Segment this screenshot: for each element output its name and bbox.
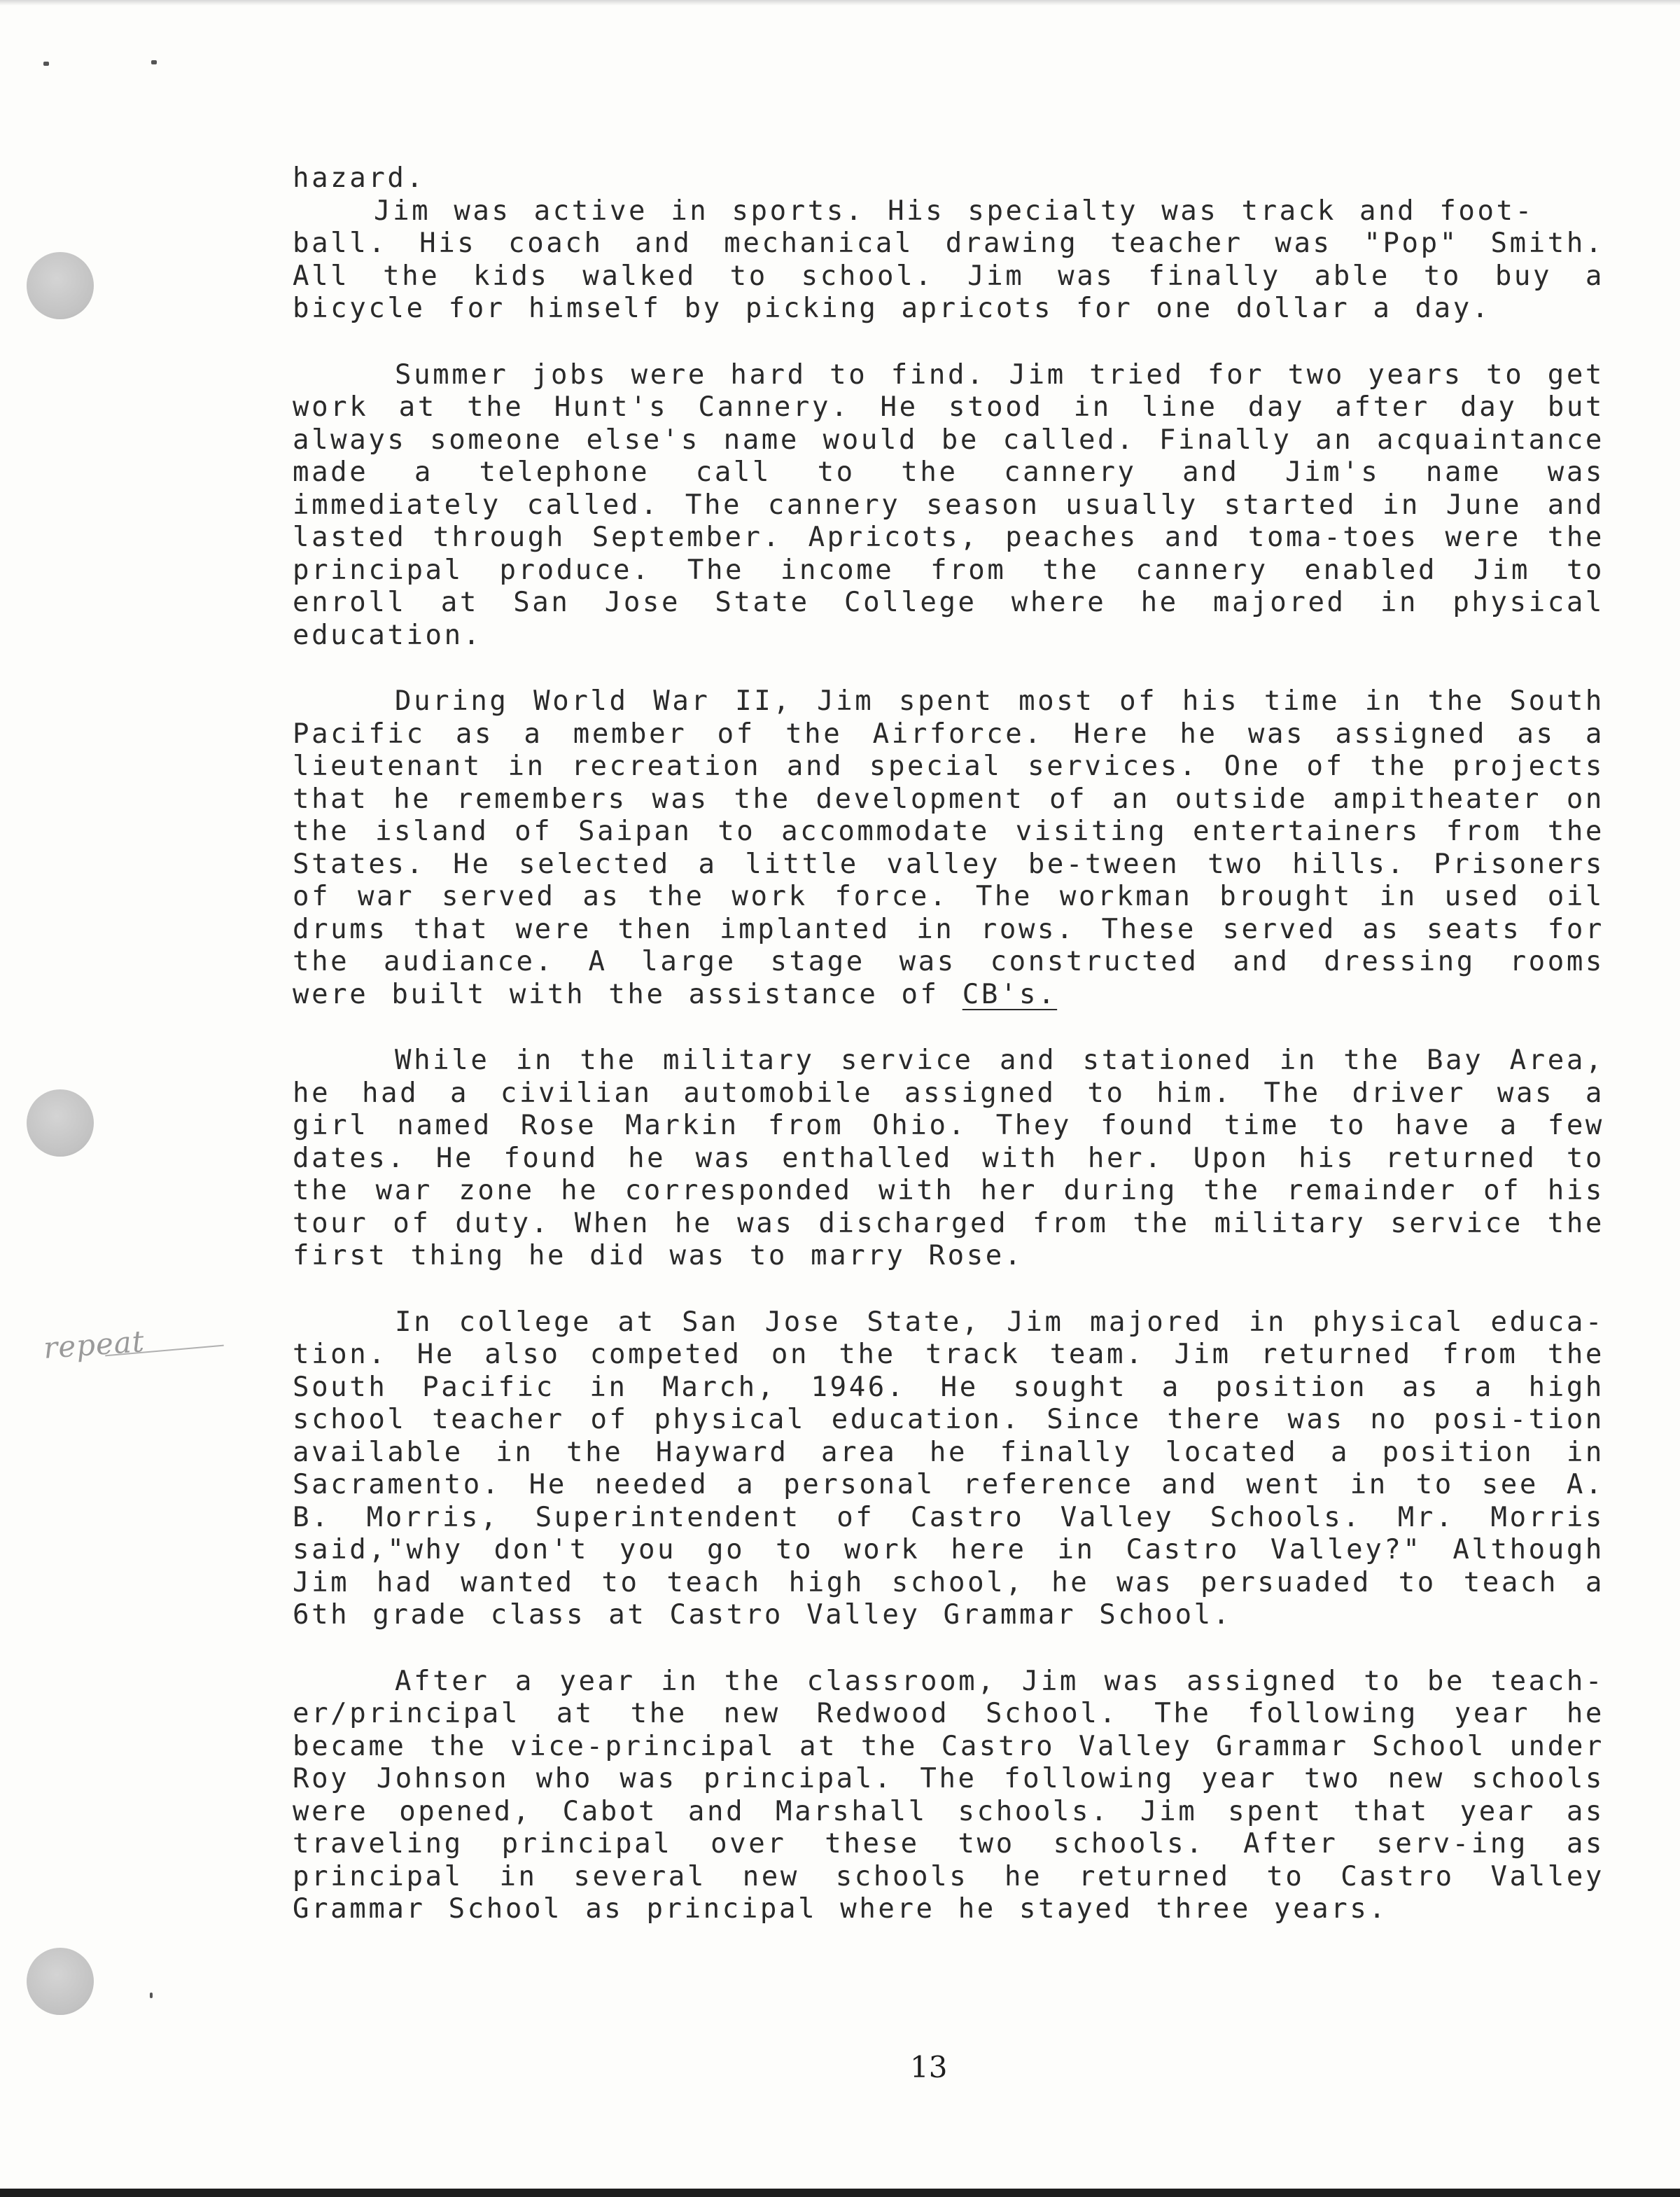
paragraph-college: In college at San Jose State, Jim majored in physical educa-tion. He also competed on the track team. Jim returned from the South Pacific in March, 1946. He sought a position as a high school teacher of physical education. Since there was no posi-tion available in the Hayward area he finally located a position in Sacramento. He needed a personal reference and went in to see A. B. Morris, Superintendent of Castro Valley Schools. Mr. Morris said,"why don't you go to work here in Castro Valley?" Although Jim had wanted to teach high school, he was persuaded to teach a 6th grade class at Castro Valley Grammar School. (293, 1306, 1604, 1631)
margin-handwriting: repeat (42, 1324, 146, 1365)
binder-hole-middle (27, 1089, 94, 1157)
page-number: 13 (910, 2050, 948, 2084)
underlined-text: CB's. (962, 978, 1058, 1010)
page-top-edge (0, 0, 1680, 6)
paragraph-sports (293, 162, 1604, 326)
paragraph-text: During World War II, Jim spent most of his time in the South Pacific as a member of the Airforce. Here he was assigned as a lieutenant in recreation and special services. One of the projects that he remembers was the development of an outside ampitheater on the island of Saipan to accommodate visiting entertainers from the States. He selected a little valley be-tween two hills. Prisoners of war served as the work force. The workman brought in used oil drums that were then implanted in rows. These served as seats for the audiance. A large stage was constructed and dressing rooms were built with the assistance of (293, 685, 1604, 1010)
page-bottom-edge (0, 2189, 1680, 2197)
paragraph-summer-jobs: Summer jobs were hard to find. Jim tried for two years to get work at the Hunt's Cannery. He stood in line day after day but always someone else's name would be called. Finally an acquaintance made a telephone call to the cannery and Jim's name was immediately called. The cannery season usually started in June and lasted through September. Apricots, peaches and toma-toes were the principal produce. The income from the cannery enabled Jim to enroll at San Jose State College where he majored in physical education. (293, 358, 1604, 651)
scan-speck (151, 60, 157, 64)
paragraph-text: ball. His coach and mechanical drawing teacher was "Pop" Smith. All the kids walked to school. Jim was finally able to buy a bicycle for himself by picking apricots for one dollar a day. (293, 228, 1604, 324)
paragraph-world-war (293, 685, 1604, 1011)
binder-hole-top (27, 252, 94, 319)
binder-hole-bottom (27, 1948, 94, 2015)
scan-speck (150, 1993, 153, 1998)
scan-speck (43, 62, 49, 66)
document-body (293, 162, 1604, 1960)
paragraph-military-service: While in the military service and stationed in the Bay Area, he had a civilian automobile assigned to him. The driver was a girl named Rose Markin from Ohio. They found time to have a few dates. He found he was enthalled with her. Upon his returned to the war zone he corresponded with her during the remainder of his tour of duty. When he was discharged from the military service the first thing he did was to marry Rose. (293, 1045, 1604, 1271)
paragraph-line: Jim was active in sports. His specialty was track and foot- (374, 195, 1534, 227)
paragraph-line: hazard. (293, 162, 426, 194)
paragraph-principal: After a year in the classroom, Jim was assigned to be teach-er/principal at the new Redwood School. The following year he became the vice-principal at the Castro Valley Grammar School under Roy Johnson who was principal. The following year two new schools were opened, Cabot and Marshall schools. Jim spent that year as traveling principal over these two schools. After serv-ing as principal in several new schools he returned to Castro Valley Grammar School as principal where he stayed three years. (293, 1665, 1604, 1925)
